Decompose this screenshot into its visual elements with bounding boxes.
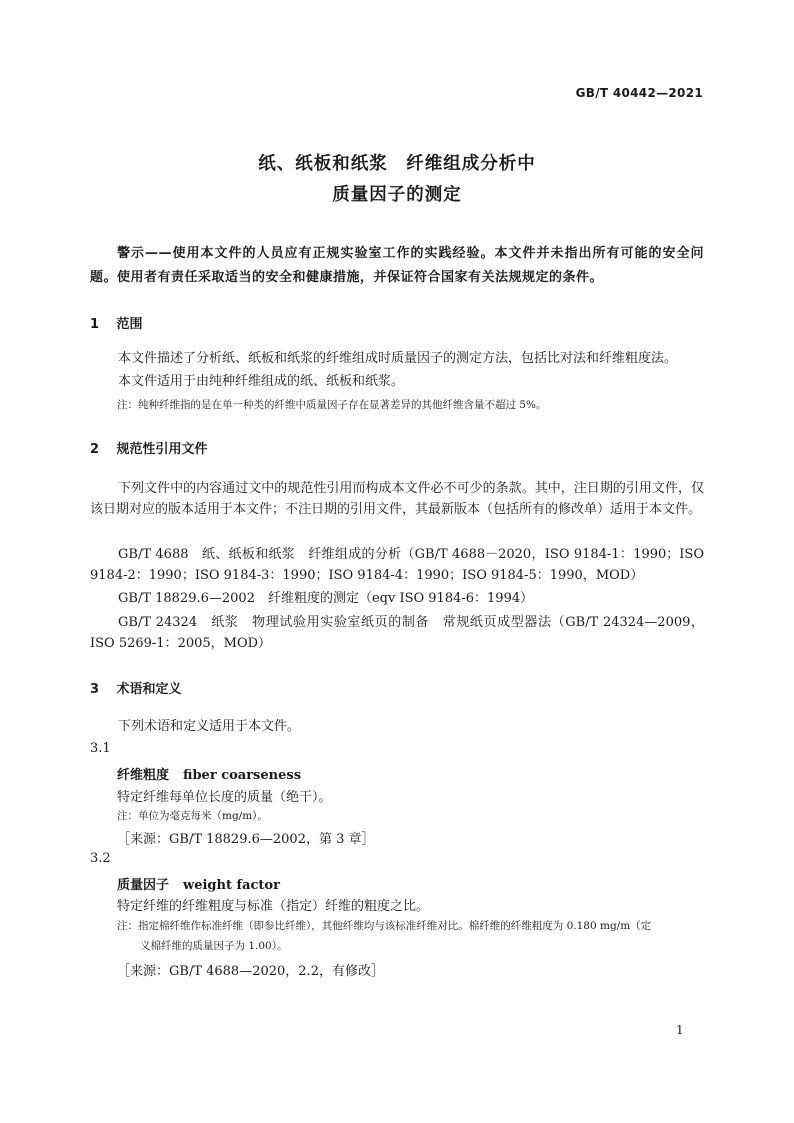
reference-gbt-4688: GB/T 4688 纸、纸板和纸浆 纤维组成的分析（GB/T 4688－2020，ISO 9184-1：1990；ISO 9184-2：1990；ISO 9184-3：1990；ISO 9184-4：1990；ISO 9184-5：1990，MOD）	[90, 547, 704, 583]
term-source: ［来源：GB/T 18829.6—2002，第 3 章］	[117, 832, 375, 847]
section-3-heading	[90, 678, 182, 697]
reference-gbt-24324: GB/T 24324 纸浆 物理试验用实验室纸页的制备 常规纸页成型器法（GB/T 24324—2009，ISO 5269-1：2005，MOD）	[90, 615, 704, 651]
normative-references-intro: 下列文件中的内容通过文中的规范性引用而构成本文件必不可少的条款。其中，注日期的引用文件，仅该日期对应的版本适用于本文件；不注日期的引用文件，其最新版本（包括所有的修改单）适用于本文件。	[90, 481, 704, 517]
section-number: 3	[90, 682, 100, 697]
term-source: ［来源：GB/T 4688—2020，2.2，有修改］	[117, 964, 384, 979]
term-fiber-coarseness	[117, 764, 301, 783]
term-number: 3.1	[90, 741, 111, 756]
term-zh: 纤维粗度	[117, 768, 170, 783]
document-title-line1: 纸、纸板和纸浆 纤维组成分析中	[258, 154, 536, 174]
standard-code: GB/T 40442—2021	[575, 86, 703, 100]
terms-intro: 下列术语和定义适用于本文件。	[118, 719, 301, 734]
section-title: 术语和定义	[116, 682, 182, 697]
term-note-line2: 义棉纤维的质量因子为 1.00）。	[140, 940, 288, 952]
scope-paragraph-1: 本文件描述了分析纸、纸板和纸浆的纤维组成时质量因子的测定方法，包括比对法和纤维粗度法。	[118, 351, 678, 366]
term-number: 3.2	[90, 851, 111, 866]
term-note-line1: 注：指定棉纤维作标准纤维（即参比纤维），其他纤维均与该标准纤维对比。棉纤维的纤维粗度为 0.180 mg/m（定	[117, 920, 652, 932]
section-1-heading	[90, 313, 143, 332]
term-en: weight factor	[183, 878, 280, 893]
document-title-line2: 质量因子的测定	[332, 185, 462, 205]
scope-paragraph-2: 本文件适用于由纯种纤维组成的纸、纸板和纸浆。	[118, 374, 405, 389]
section-title: 范围	[116, 317, 143, 332]
section-2-heading	[90, 438, 208, 457]
term-note: 注：单位为毫克每米（mg/m）。	[117, 810, 268, 822]
warning-paragraph: 警示——使用本文件的人员应有正规实验室工作的实践经验。本文件并未指出所有可能的安全问题。使用者有责任采取适当的安全和健康措施，并保证符合国家有关法规规定的条件。	[90, 246, 704, 285]
section-number: 2	[90, 442, 100, 457]
term-weight-factor	[117, 874, 280, 893]
term-zh: 质量因子	[117, 878, 170, 893]
section-number: 1	[90, 317, 100, 332]
term-en: fiber coarseness	[183, 768, 302, 783]
term-definition: 特定纤维每单位长度的质量（绝干）。	[117, 790, 332, 805]
section-title: 规范性引用文件	[116, 442, 208, 457]
scope-note: 注：纯种纤维指的是在单一种类的纤维中质量因子存在显著差异的其他纤维含量不超过 5%。	[117, 399, 547, 411]
page-number: 1	[676, 1023, 684, 1037]
term-definition: 特定纤维的纤维粗度与标准（指定）纤维的粗度之比。	[117, 899, 430, 914]
reference-gbt-18829-6: GB/T 18829.6—2002 纤维粗度的测定（eqv ISO 9184-6：1994）	[118, 591, 534, 606]
